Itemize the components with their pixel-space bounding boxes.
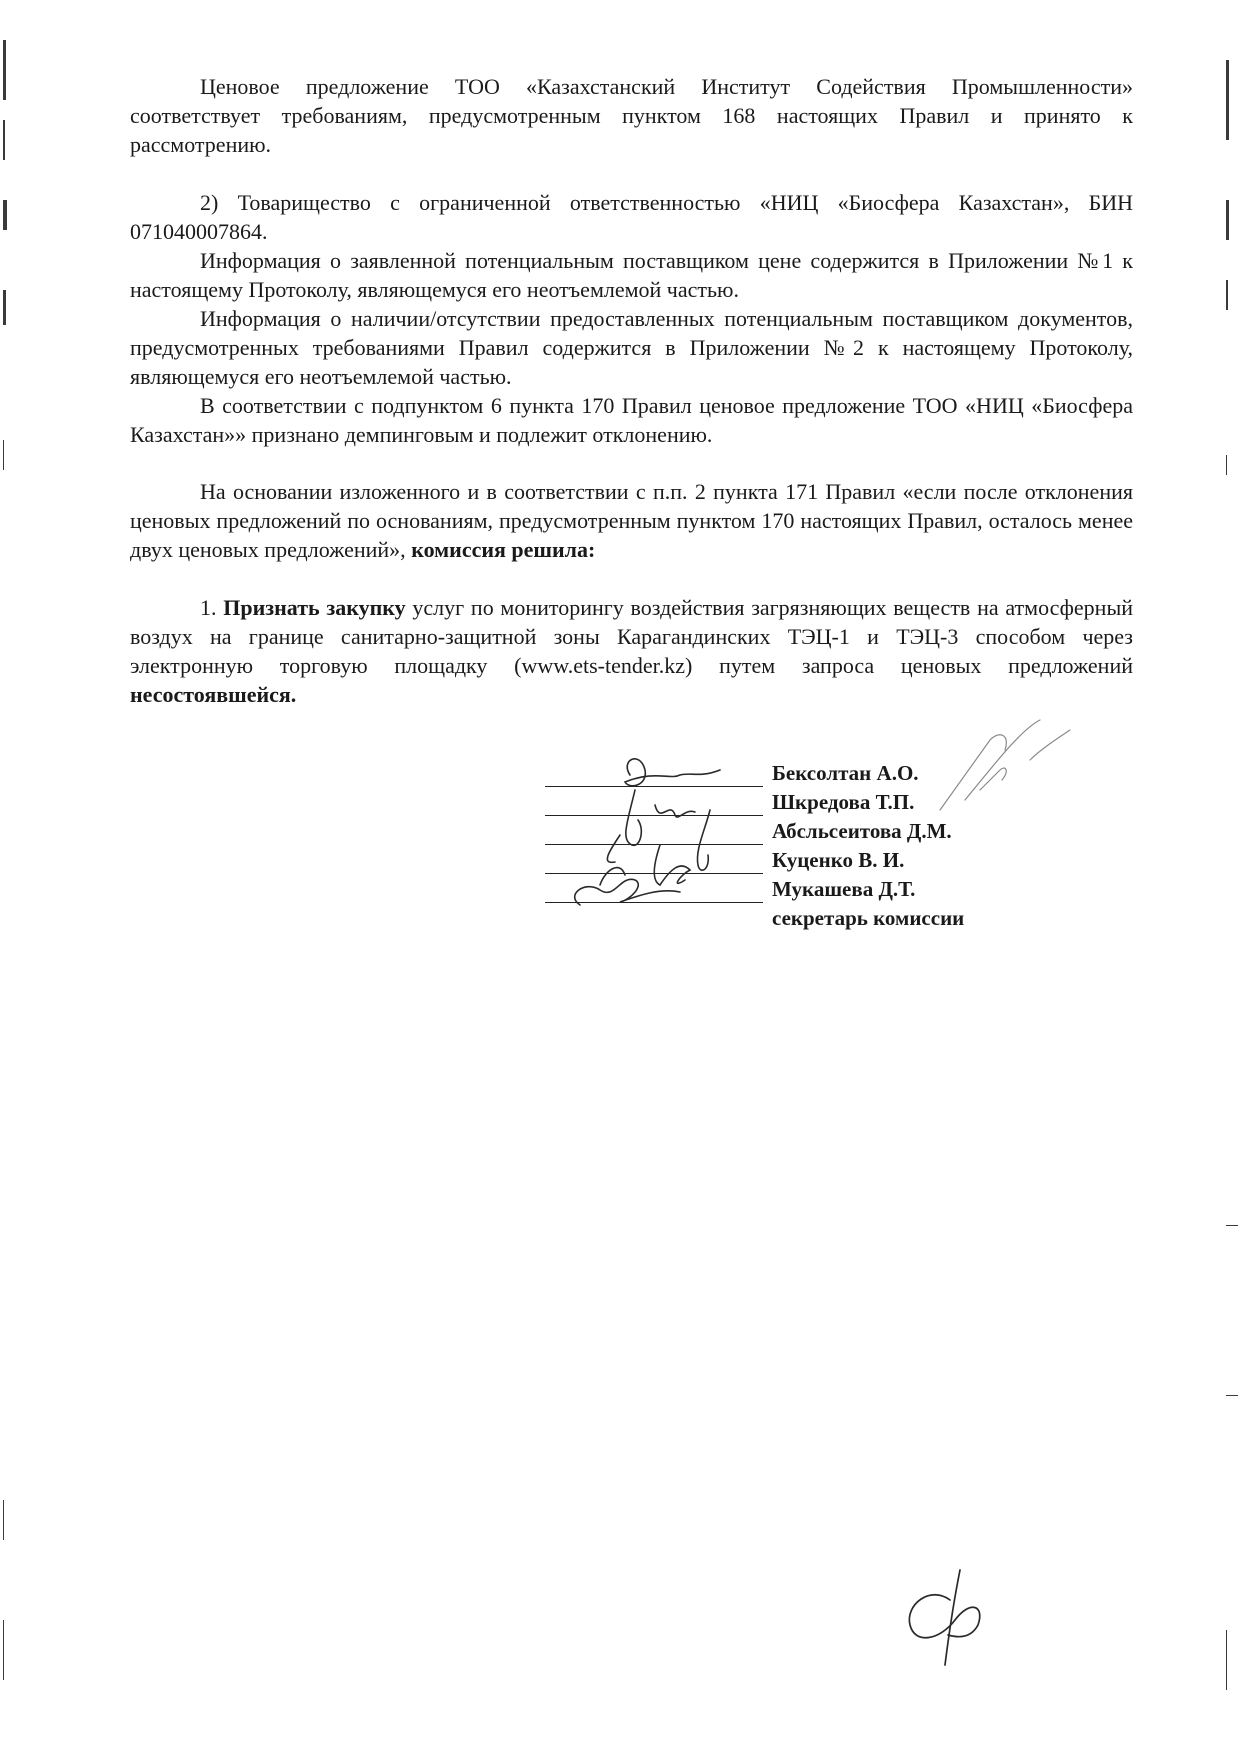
signatory-name: Мукашева Д.Т. <box>772 877 916 901</box>
scan-edge-mark <box>3 40 6 100</box>
decision-result: несостоявшейся. <box>130 682 297 707</box>
handwritten-signatures <box>560 730 780 930</box>
scan-edge-mark <box>1226 60 1229 140</box>
decision-number: 1. <box>200 595 217 620</box>
body-text-supplier <box>130 188 1133 449</box>
signatory-name: Бексолтан А.О. <box>772 761 919 785</box>
paragraph-supplier-name: 2) Товарищество с ограниченной ответственностью «НИЦ «Биосфера Казахстан», БИН 071040007864. <box>130 190 1133 244</box>
scan-edge-mark <box>1226 455 1227 475</box>
faint-scribble <box>930 710 1080 820</box>
scan-edge-mark <box>3 290 6 325</box>
scan-edge-mark <box>1226 1395 1238 1396</box>
paragraph-price-info: Информация о заявленной потенциальным поставщиком цене содержится в Приложении №1 к настоящему Протоколу, являющемуся его неотъемлемой частью. <box>130 248 1133 302</box>
paragraph-dumping: В соответствии с подпунктом 6 пункта 170 Правил ценовое предложение ТОО «НИЦ «Биосфера Казахстан»» признано демпинговым и подлежит отклонению. <box>130 393 1133 447</box>
scan-edge-mark <box>3 120 5 160</box>
commission-decided: комиссия решила: <box>411 537 596 562</box>
signatory-name: Куценко В. И. <box>772 848 905 872</box>
decision-lead: Признать закупку <box>223 595 406 620</box>
scan-edge-mark <box>1226 1630 1227 1690</box>
body-text-top <box>130 72 1133 159</box>
scan-edge-mark <box>3 1500 4 1540</box>
paragraph-price-offer-accepted: Ценовое предложение ТОО «Казахстанский Институт Содействия Промышленности» соответствует требованиям, предусмотренным пунктом 168 настоящих Правил и принято к рассмотрению. <box>130 74 1133 157</box>
paragraph-basis: На основании изложенного и в соответствии с п.п. 2 пункта 171 Правил «если после отклонения ценовых предложений по основаниям, предусмотренным пунктом 170 настоящих Правил, осталось менее двух ценовых предложений», комиссия решила: <box>130 479 1133 562</box>
scan-edge-mark <box>1226 200 1229 240</box>
scan-edge-mark <box>1226 1225 1238 1226</box>
initials-signature <box>900 1565 990 1675</box>
signatory-name: Абсльсеитова Д.М. <box>772 819 952 843</box>
scan-edge-mark <box>3 200 7 230</box>
signatory-role: секретарь комиссии <box>772 906 965 930</box>
body-text-basis <box>130 477 1133 564</box>
paragraph-documents-info: Информация о наличии/отсутствии предоставленных потенциальным поставщиком документов, предусмотренных требованиями Правил содержится в Приложении №2 к настоящему Протоколу, являющемуся его неотъемлемой частью. <box>130 306 1133 389</box>
scan-edge-mark <box>3 440 4 470</box>
scan-edge-mark <box>3 1620 4 1680</box>
signatory-name: Шкредова Т.П. <box>772 790 915 814</box>
paragraph-decision: 1. Признать закупку услуг по мониторингу воздействия загрязняющих веществ на атмосферный воздух на границе санитарно-защитной зоны Карагандинских ТЭЦ-1 и ТЭЦ-3 способом через электронную торговую площадку (www.ets-tender.kz) путем запроса ценовых предложений несостоявшейся. <box>130 595 1134 707</box>
scan-edge-mark <box>1226 280 1228 310</box>
body-text-decision <box>130 593 1133 709</box>
